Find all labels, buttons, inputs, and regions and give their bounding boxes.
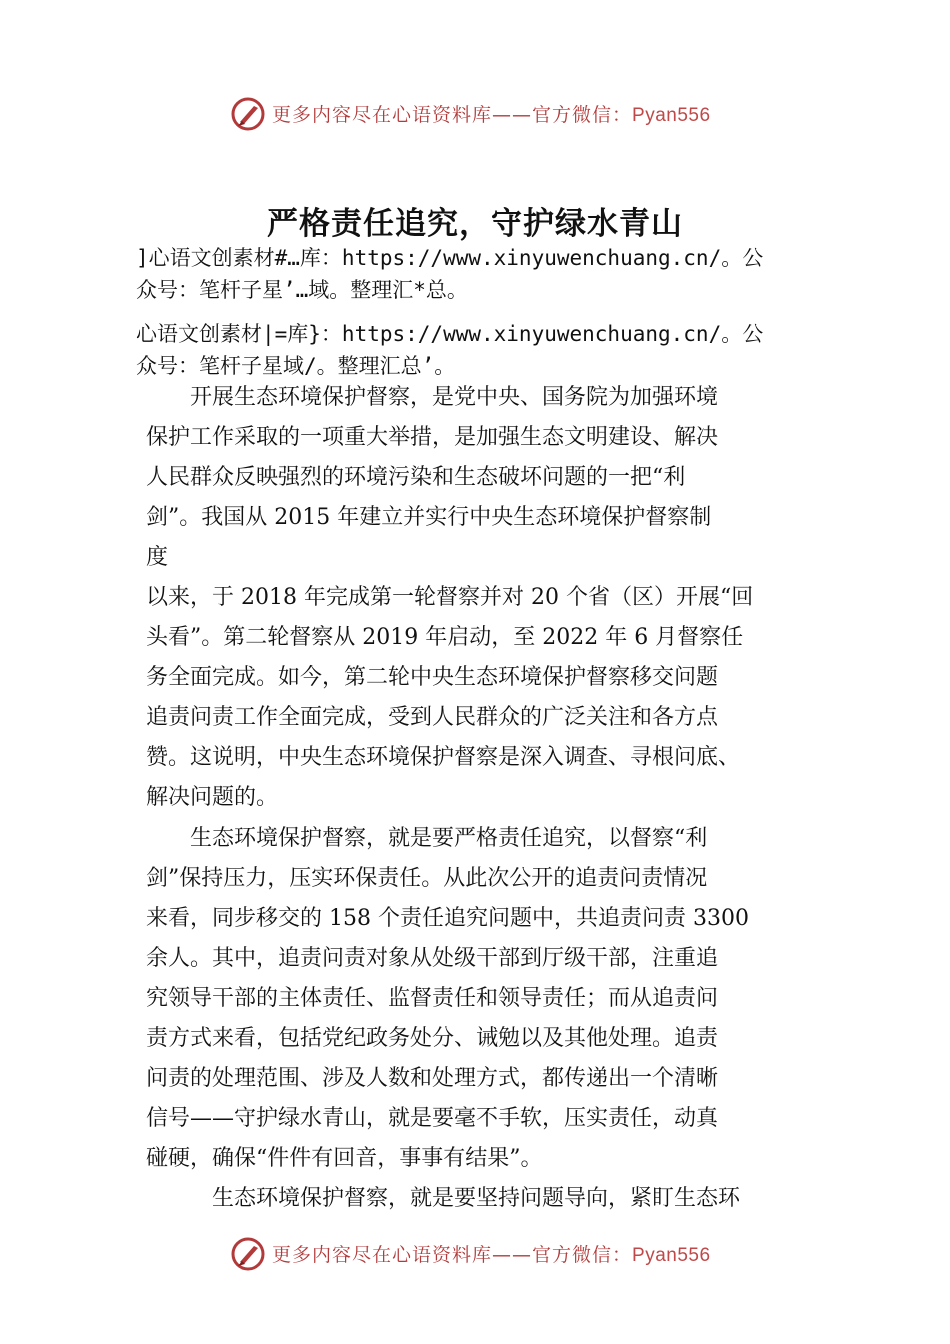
source-line: 心语文创素材|=库}：https://www.xinyuwenchuang.cn/。公	[136, 322, 764, 346]
text-line: 究领导干部的主体责任、监督责任和领导责任；而从追责问	[146, 986, 719, 1011]
text-line: 赞。这说明，中央生态环境保护督察是深入调查、寻根问底、	[146, 745, 741, 770]
text-line: 来看，同步移交的 158 个责任追究问题中，共追责问责 3300	[146, 906, 749, 931]
text-line: 人民群众反映强烈的环境污染和生态破坏问题的一把“利	[146, 465, 686, 490]
text-line: 以来，于 2018 年完成第一轮督察并对 20 个省（区）开展“回	[146, 585, 754, 610]
wechat-id: Pyan556	[632, 1245, 711, 1266]
text-line: 开展生态环境保护督察，是党中央、国务院为加强环境	[146, 385, 719, 410]
page-title: 严格责任追究，守护绿水青山	[267, 206, 683, 242]
banner-main-text: 更多内容尽在心语资料库——官方微信：	[272, 104, 633, 126]
text-line: 度	[146, 545, 169, 570]
banner-main-text: 更多内容尽在心语资料库——官方微信：	[272, 1244, 633, 1266]
paragraph-3	[146, 819, 826, 1179]
text-line: 追责问责工作全面完成，受到人民群众的广泛关注和各方点	[146, 705, 719, 730]
text-line: 剑”。我国从 2015 年建立并实行中央生态环境保护督察制	[146, 505, 712, 530]
text-line: 保护工作采取的一项重大举措，是加强生态文明建设、解决	[146, 425, 719, 450]
text-line: 责方式来看，包括党纪政务处分、诫勉以及其他处理。追责	[146, 1026, 719, 1051]
source-line: ]心语文创素材#…库：https://www.xinyuwenchuang.cn/。公	[136, 246, 764, 270]
text-line: 剑”保持压力，压实环保责任。从此次公开的追责问责情况	[146, 866, 708, 891]
paragraph-2	[146, 578, 826, 818]
text-line: 生态环境保护督察，就是要严格责任追究，以督察“利	[146, 826, 708, 851]
wechat-id: Pyan556	[632, 105, 711, 126]
text-line: 务全面完成。如今，第二轮中央生态环境保护督察移交问题	[146, 665, 719, 690]
pen-logo-icon	[230, 96, 266, 132]
text-line: 解决问题的。	[146, 785, 279, 810]
text-line: 碰硬，确保“件件有回音，事事有结果”。	[146, 1146, 543, 1171]
source-line: 众号：笔杆子星域/。整理汇总’。	[136, 354, 456, 378]
text-line: 问责的处理范围、涉及人数和处理方式，都传递出一个清晰	[146, 1066, 719, 1091]
text-line: 余人。其中，追责问责对象从处级干部到厅级干部，注重追	[146, 946, 719, 971]
paragraph-4	[146, 1179, 826, 1219]
text-line: 头看”。第二轮督察从 2019 年启动，至 2022 年 6 月督察任	[146, 625, 744, 650]
paragraph-1	[146, 378, 826, 578]
source-line: 众号：笔杆子星’…域。整理汇*总。	[136, 278, 468, 302]
text-line: 生态环境保护督察，就是要坚持问题导向，紧盯生态环	[146, 1186, 741, 1211]
text-line: 信号——守护绿水青山，就是要毫不手软，压实责任，动真	[146, 1106, 719, 1131]
source-note-1	[136, 242, 836, 306]
source-note-2	[136, 318, 836, 382]
banner-text	[272, 1240, 711, 1267]
banner-text	[272, 100, 711, 127]
header-banner	[0, 96, 950, 136]
pen-logo-icon	[230, 1236, 266, 1272]
footer-banner	[0, 1236, 950, 1276]
